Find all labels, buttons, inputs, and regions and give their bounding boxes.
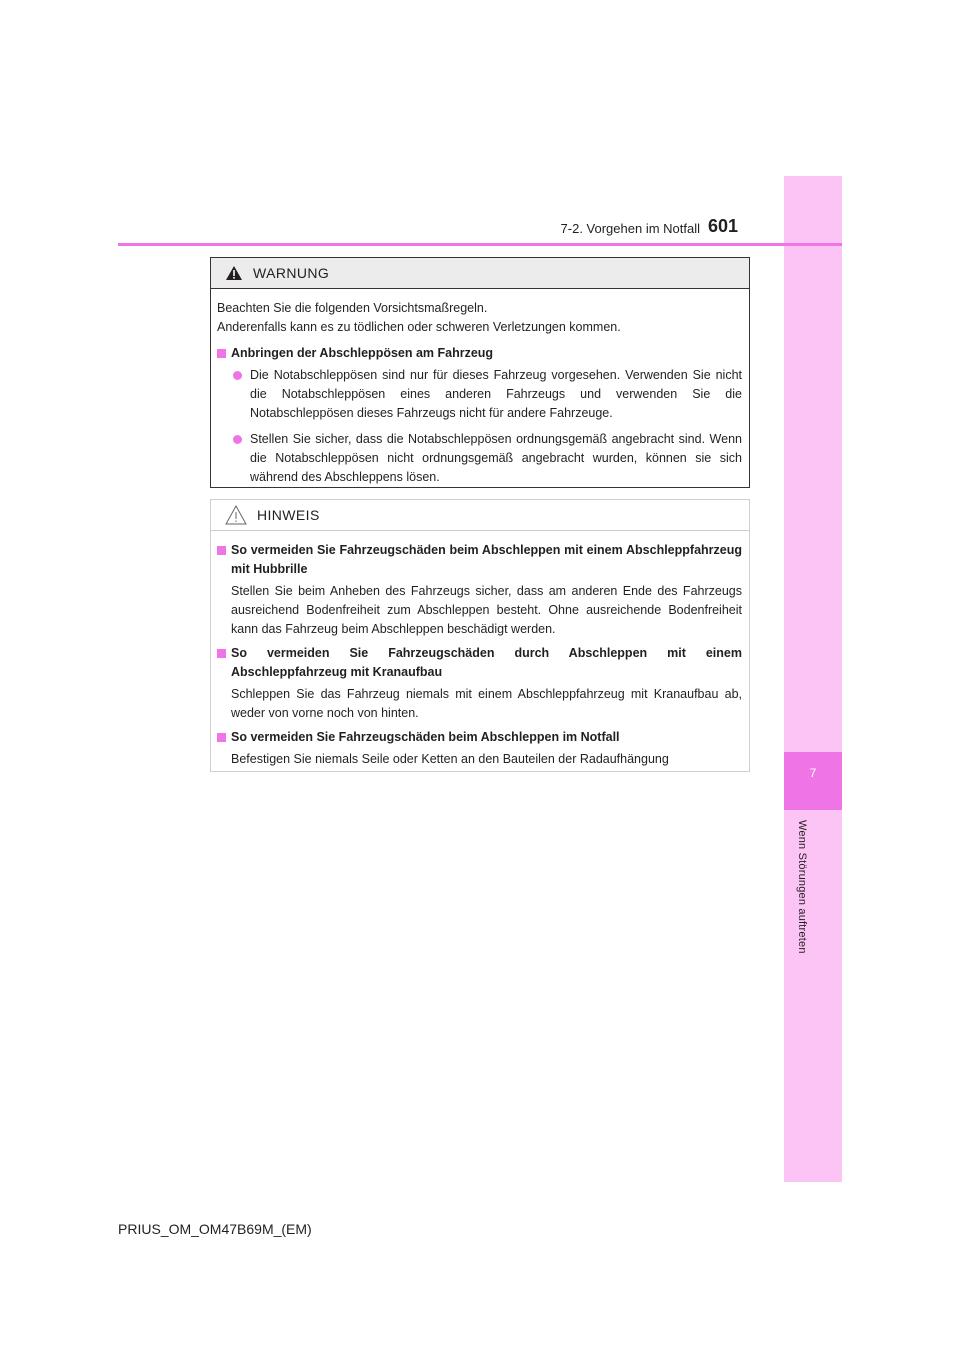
chapter-tab-active[interactable] — [784, 752, 842, 810]
square-bullet-icon — [217, 649, 226, 658]
warning-intro-line-1: Beachten Sie die folgenden Vorsichtsmaßregeln. — [217, 301, 488, 315]
notice-title: HINWEIS — [257, 507, 320, 523]
warning-body — [211, 289, 749, 487]
warning-title: WARNUNG — [253, 265, 330, 281]
notice-body — [211, 531, 749, 769]
notice-heading-text: So vermeiden Sie Fahrzeugschäden beim Abschleppen im Notfall — [231, 730, 620, 744]
notice-subheading — [217, 644, 742, 682]
warning-bullet-text: Stellen Sie sicher, dass die Notabschleppösen ordnungsgemäß angebracht sind. Wenn die Notabschleppösen nicht ordnungsgemäß angebracht wurden, können sie sich während des Abschleppens lösen. — [250, 432, 742, 484]
document-id: PRIUS_OM_OM47B69M_(EM) — [118, 1221, 312, 1237]
warning-header — [211, 258, 749, 289]
notice-heading-text: So vermeiden Sie Fahrzeugschäden beim Abschleppen mit einem Abschleppfahrzeug mit Hubbrille — [231, 543, 742, 576]
notice-text: Befestigen Sie niemals Seile oder Ketten an den Bauteilen der Radaufhängung — [231, 752, 669, 766]
warning-bullet — [217, 366, 742, 423]
notice-heading-text: So vermeiden Sie Fahrzeugschäden durch Abschleppen mit einem Abschleppfahrzeug mit Kranaufbau — [231, 646, 742, 679]
round-bullet-icon — [233, 371, 242, 380]
square-bullet-icon — [217, 349, 226, 358]
notice-subheading — [217, 541, 742, 579]
warning-intro-line-2: Anderenfalls kann es zu tödlichen oder schweren Verletzungen kommen. — [217, 320, 621, 334]
notice-text: Stellen Sie beim Anheben des Fahrzeugs sicher, dass am anderen Ende des Fahrzeugs ausreichend Bodenfreiheit zum Abschleppen besteht. Ohne ausreichende Bodenfreiheit kann das Fahrzeug beim Abschleppen beschädigt werden. — [231, 584, 742, 636]
notice-text: Schleppen Sie das Fahrzeug niemals mit einem Abschleppfahrzeug mit Kranaufbau ab, weder von vorne noch von hinten. — [231, 687, 742, 720]
header-rule — [118, 243, 842, 246]
warning-bullet-text: Die Notabschleppösen sind nur für dieses Fahrzeug vorgesehen. Verwenden Sie nicht die Notabschleppösen eines anderen Fahrzeugs und verwenden Sie die Notabschleppösen dieses Fahrzeugs nicht für andere Fahrzeuge. — [250, 368, 742, 420]
warning-intro — [217, 299, 742, 337]
section-title: 7-2. Vorgehen im Notfall — [560, 221, 700, 236]
square-bullet-icon — [217, 546, 226, 555]
warning-heading-text: Anbringen der Abschleppösen am Fahrzeug — [231, 346, 494, 360]
chapter-side-tab — [784, 176, 842, 1182]
square-bullet-icon — [217, 733, 226, 742]
chapter-number: 7 — [809, 766, 817, 780]
page-number: 601 — [708, 216, 739, 236]
warning-box — [210, 257, 750, 488]
warning-triangle-icon — [225, 265, 243, 281]
notice-box — [210, 499, 750, 772]
warning-subheading — [217, 344, 742, 363]
notice-subheading — [217, 728, 742, 747]
warning-bullet — [217, 430, 742, 487]
notice-header — [211, 500, 749, 531]
round-bullet-icon — [233, 435, 242, 444]
notice-triangle-icon — [225, 505, 247, 525]
chapter-title: Wenn Störungen auftreten — [796, 820, 808, 954]
